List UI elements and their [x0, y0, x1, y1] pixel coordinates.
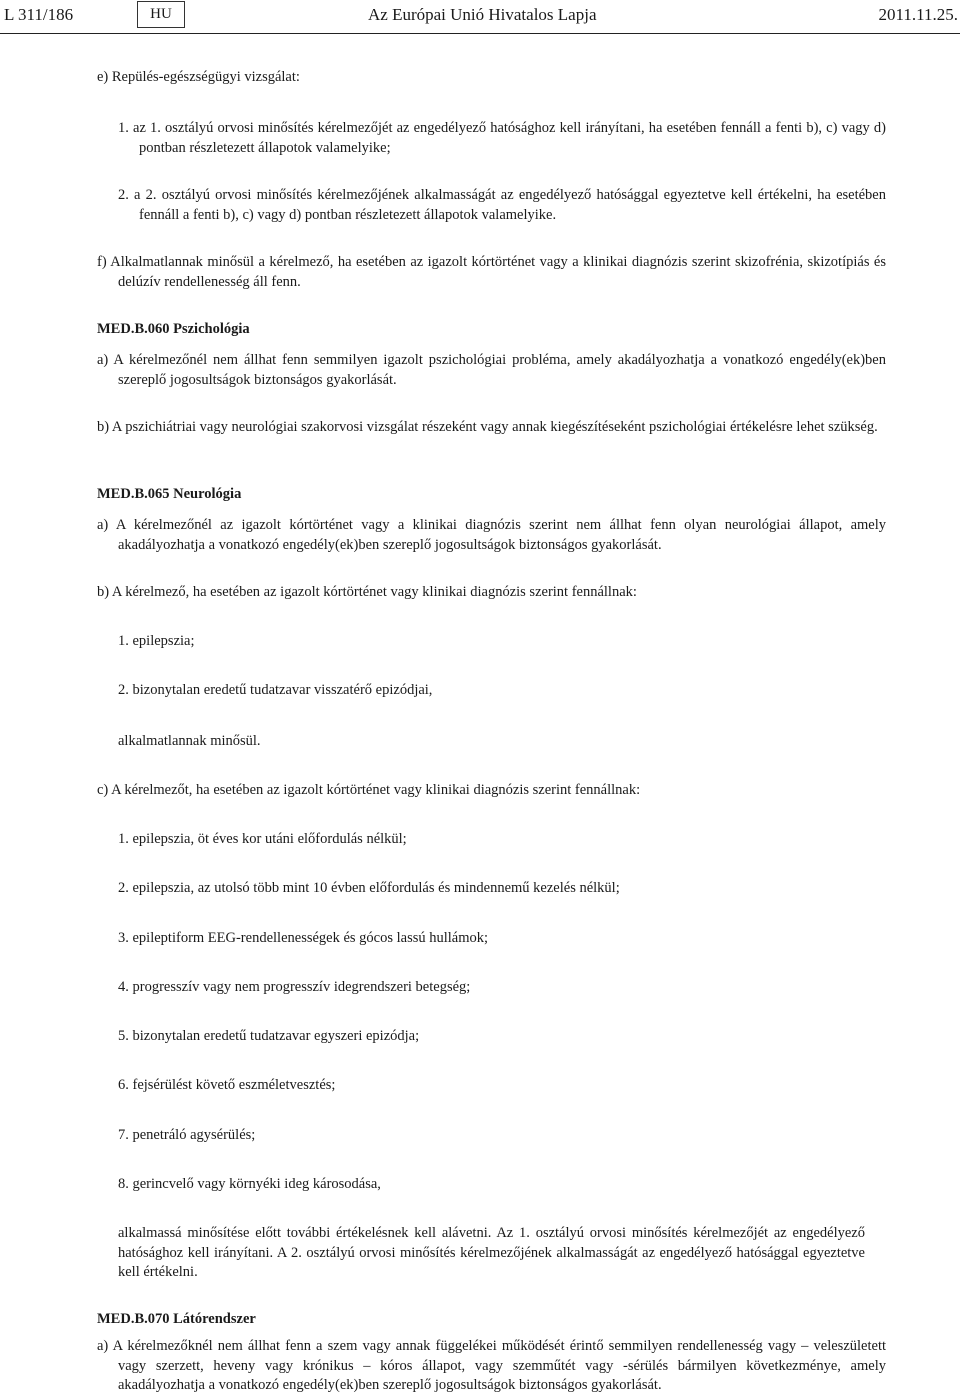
paragraph-med060-a: a) A kérelmezőnél nem állhat fenn semmilyen igazolt pszichológiai probléma, amely akadályozhatja a vonatkozó engedély(ek)ben szereplő jogosultságok biztonságos gyakorlását.: [97, 352, 886, 388]
paragraph-med065-a: a) A kérelmezőnél az igazolt kórtörténet vagy a klinikai diagnózis szerint nem állhat fenn olyan neurológiai állapot, amely akadályozhatja a vonatkozó engedély(ek)ben szereplő jogosultságok biztonságos gyakorlását.: [97, 517, 886, 553]
list-item: 2. bizonytalan eredetű tudatzavar visszatérő epizódjai,: [118, 682, 433, 698]
journal-title: Az Európai Unió Hivatalos Lapja: [368, 5, 597, 24]
list-item: 1. epilepszia, öt éves kor utáni előfordulás nélkül;: [118, 831, 407, 847]
section-heading-med-b-060: MED.B.060 Pszichológia: [97, 321, 250, 337]
page-number: L 311/186: [4, 5, 74, 24]
list-item: 7. penetráló agysérülés;: [118, 1127, 256, 1143]
paragraph-med065-c: c) A kérelmezőt, ha esetében az igazolt kórtörténet vagy klinikai diagnózis szerint fennállnak:: [97, 782, 641, 798]
paragraph-med065-b: b) A kérelmező, ha esetében az igazolt kórtörténet vagy klinikai diagnózis szerint fennállnak:: [97, 584, 637, 600]
list-item: 1. epilepszia;: [118, 633, 195, 649]
language-badge: HU: [137, 1, 185, 28]
paragraph-e-2: 2. a 2. osztályú orvosi minősítés kérelmezőjének alkalmasságát az engedélyező hatósággal egyeztetve kell értékelni, ha esetében fennáll a fenti b), c) vagy d) pontban részletezett állapotok valamelyike.: [118, 187, 886, 223]
list-item: 2. epilepszia, az utolsó több mint 10 évben előfordulás és mindennemű kezelés nélkül;: [118, 880, 620, 896]
list-item: 6. fejsérülést követő eszméletvesztés;: [118, 1077, 336, 1093]
paragraph-med065-c-tail: alkalmassá minősítése előtt további értékelésnek kell alávetni. Az 1. osztályú orvosi minősítés kérelmezőjét az engedélyező hatósághoz kell irányítani. A 2. osztályú orvosi minősítés kérelmezőjének alkalmasságát az engedélyező hatósággal egyeztetve kell értékelni.: [118, 1225, 865, 1280]
paragraph-med065-b-tail: alkalmatlannak minősül.: [118, 733, 261, 749]
paragraph-f: f) Alkalmatlannak minősül a kérelmező, ha esetében az igazolt kórtörténet vagy a klinikai diagnózis szerint skizofrénia, skizotípiás és delúzív rendellenesség áll fenn.: [97, 254, 886, 290]
section-heading-med-b-065: MED.B.065 Neurológia: [97, 486, 242, 502]
publication-date: 2011.11.25.: [878, 5, 958, 24]
list-item: 3. epileptiform EEG-rendellenességek és gócos lassú hullámok;: [118, 930, 489, 946]
list-item: 5. bizonytalan eredetű tudatzavar egyszeri epizódja;: [118, 1028, 420, 1044]
paragraph-e-intro: e) Repülés-egészségügyi vizsgálat:: [97, 69, 300, 85]
paragraph-e-1: 1. az 1. osztályú orvosi minősítés kérelmezőjét az engedélyező hatósághoz kell irányítani, ha esetében fennáll a fenti b), c) vagy d) pontban részletezett állapotok valamelyike;: [118, 120, 886, 156]
page-header: [0, 0, 960, 30]
paragraph-med060-b: b) A pszichiátriai vagy neurológiai szakorvosi vizsgálat részeként vagy annak kiegészítéseként pszichológiai értékelésre lehet szükség.: [97, 419, 878, 435]
header-divider: [0, 33, 960, 34]
paragraph-med070-a: a) A kérelmezőknél nem állhat fenn a szem vagy annak függelékei működését érintő semmilyen rendellenesség vagy – veleszületett vagy szerzett, heveny vagy krónikus – kóros állapot, vagy szemműtét vagy -sérülés bármilyen következménye, amely akadályozhatja a vonatkozó engedély(ek)ben szereplő jogosultságok biztonságos gyakorlását.: [97, 1338, 886, 1393]
list-item: 4. progresszív vagy nem progresszív idegrendszeri betegség;: [118, 979, 471, 995]
section-heading-med-b-070: MED.B.070 Látórendszer: [97, 1311, 256, 1327]
list-item: 8. gerincvelő vagy környéki ideg károsodása,: [118, 1176, 381, 1192]
